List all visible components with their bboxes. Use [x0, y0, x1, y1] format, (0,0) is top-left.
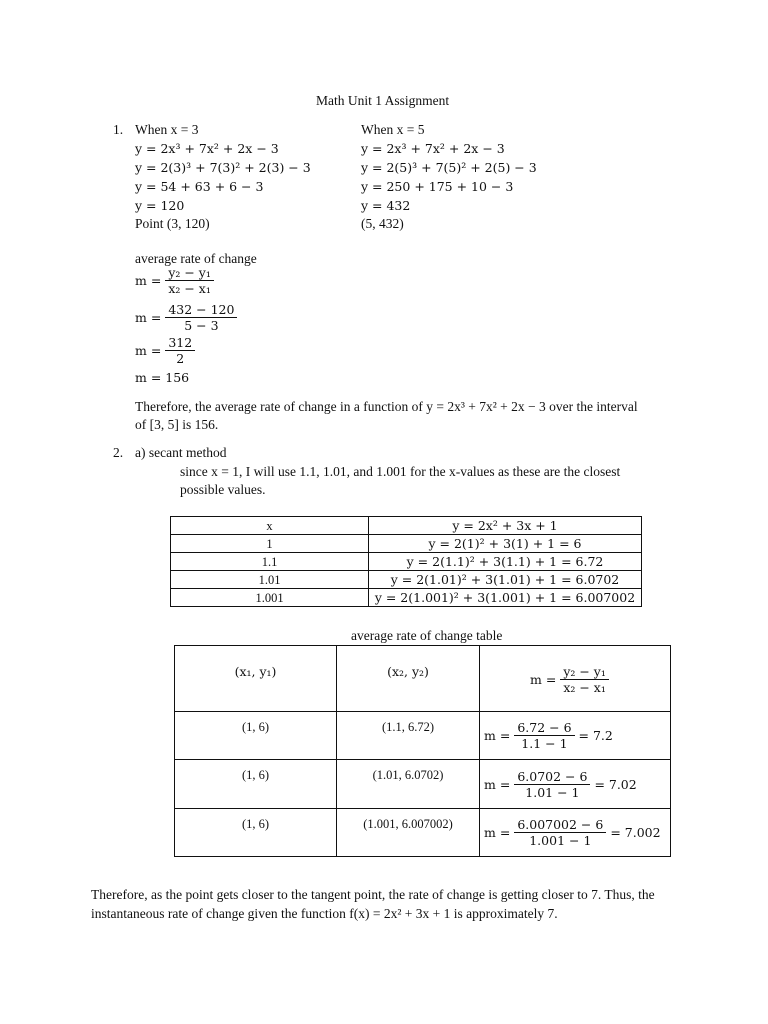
- q1-left-line: y = 120: [135, 198, 185, 213]
- values-table: [170, 516, 642, 607]
- table-cell: 1: [171, 535, 369, 553]
- table-cell: 1.01: [171, 571, 369, 589]
- page-title: Math Unit 1 Assignment: [316, 93, 450, 108]
- fraction-denominator: 2: [176, 351, 185, 366]
- table-header-cell: x: [171, 517, 369, 535]
- q1-left-line: y = 2x³ + 7x² + 2x − 3: [135, 141, 279, 156]
- q1-conclusion: of [3, 5] is 156.: [135, 417, 219, 432]
- fraction-denominator: 1.001 − 1: [529, 833, 592, 848]
- fraction-denominator: x₂ − x₁: [563, 680, 606, 695]
- slope-substitution: [135, 302, 237, 333]
- m-label: m =: [484, 776, 511, 792]
- slope-value: = 7.02: [594, 776, 637, 792]
- table-cell: y = 2(1.01)² + 3(1.01) + 1 = 6.0702: [369, 571, 642, 589]
- m-label: m =: [484, 728, 511, 743]
- table-row: [171, 571, 642, 589]
- table-row: [175, 809, 671, 857]
- table-header-cell: (x₁, y₁): [175, 646, 337, 712]
- q1-conclusion: Therefore, the average rate of change in a function of y = 2x³ + 7x² + 2x − 3 over the interval: [135, 399, 638, 414]
- table-cell: y = 2(1.1)² + 3(1.1) + 1 = 6.72: [369, 553, 642, 571]
- table-cell: 1.1: [171, 553, 369, 571]
- fraction: [165, 302, 237, 333]
- q2-intro: since x = 1, I will use 1.1, 1.01, and 1.001 for the x-values as these are the closest: [180, 464, 621, 479]
- table-cell: [480, 809, 671, 857]
- table-caption: average rate of change table: [351, 628, 503, 643]
- m-label: m =: [135, 309, 162, 325]
- table-cell: y = 2(1)² + 3(1) + 1 = 6: [369, 535, 642, 553]
- fraction-denominator: 1.1 − 1: [521, 736, 568, 751]
- rate-of-change-table: [174, 645, 671, 857]
- q2-conclusion: instantaneous rate of change given the function f(x) = 2x² + 3x + 1 is approximately 7.: [91, 906, 558, 921]
- q1-left-line: Point (3, 120): [135, 216, 210, 231]
- fraction-denominator: 5 − 3: [184, 318, 219, 333]
- q1-right-line: (5, 432): [361, 216, 404, 231]
- table-header-cell: (x₂, y₂): [337, 646, 480, 712]
- table-cell: (1, 6): [175, 712, 337, 760]
- q1-right-line: y = 432: [361, 198, 411, 213]
- fraction: [560, 664, 609, 695]
- table-cell: 1.001: [171, 589, 369, 607]
- table-row: [171, 553, 642, 571]
- table-cell: [480, 760, 671, 809]
- fraction-numerator: 6.007002 − 6: [514, 817, 606, 833]
- slope-simplified: [135, 335, 195, 366]
- slope-result: m = 156: [135, 370, 190, 385]
- fraction-numerator: 312: [165, 335, 195, 351]
- fraction-numerator: 432 − 120: [165, 302, 237, 318]
- table-cell: (1.001, 6.007002): [337, 809, 480, 857]
- fraction-numerator: y₂ − y₁: [560, 664, 609, 680]
- part-a-heading: a) secant method: [135, 445, 227, 460]
- q1-left-line: y = 54 + 63 + 6 − 3: [135, 179, 264, 194]
- question-2-number: 2.: [113, 445, 124, 460]
- table-cell: (1.1, 6.72): [337, 712, 480, 760]
- table-row: [171, 589, 642, 607]
- table-header-row: [175, 646, 671, 712]
- table-cell: (1, 6): [175, 809, 337, 857]
- table-row: [175, 712, 671, 760]
- fraction: [165, 265, 214, 296]
- fraction: [514, 720, 574, 751]
- average-rate-label: average rate of change: [135, 251, 257, 266]
- fraction: [514, 817, 606, 848]
- question-1-number: 1.: [113, 122, 124, 137]
- q1-right-line: When x = 5: [361, 122, 425, 137]
- q1-left-line: y = 2(3)³ + 7(3)² + 2(3) − 3: [135, 160, 311, 175]
- q2-intro: possible values.: [180, 482, 266, 497]
- q1-right-line: y = 2(5)³ + 7(5)² + 2(5) − 3: [361, 160, 537, 175]
- table-cell: (1.01, 6.0702): [337, 760, 480, 809]
- m-label: m =: [484, 825, 511, 840]
- table-row: [171, 535, 642, 553]
- table-cell: [480, 712, 671, 760]
- table-cell: y = 2(1.001)² + 3(1.001) + 1 = 6.007002: [369, 589, 642, 607]
- fraction-denominator: x₂ − x₁: [168, 281, 211, 296]
- table-header-cell: [480, 646, 671, 712]
- fraction-numerator: 6.72 − 6: [514, 720, 574, 736]
- fraction-denominator: 1.01 − 1: [525, 784, 580, 800]
- slope-value: = 7.002: [610, 825, 661, 840]
- fraction-numerator: 6.0702 − 6: [514, 769, 590, 785]
- q1-right-line: y = 2x³ + 7x² + 2x − 3: [361, 141, 505, 156]
- fraction-numerator: y₂ − y₁: [165, 265, 214, 281]
- table-cell: (1, 6): [175, 760, 337, 809]
- q1-right-line: y = 250 + 175 + 10 − 3: [361, 179, 514, 194]
- q1-left-line: When x = 3: [135, 122, 199, 137]
- table-header-cell: y = 2x² + 3x + 1: [369, 517, 642, 535]
- slope-value: = 7.2: [578, 728, 613, 743]
- fraction: [165, 335, 195, 366]
- slope-formula: [135, 265, 214, 296]
- table-row: [175, 760, 671, 809]
- m-label: m =: [135, 342, 162, 358]
- q2-conclusion: Therefore, as the point gets closer to the tangent point, the rate of change is getting closer to 7. Thus, the: [91, 887, 655, 902]
- fraction: [514, 769, 590, 800]
- m-label: m =: [135, 272, 162, 288]
- table-header-row: [171, 517, 642, 535]
- m-label: m =: [530, 672, 557, 687]
